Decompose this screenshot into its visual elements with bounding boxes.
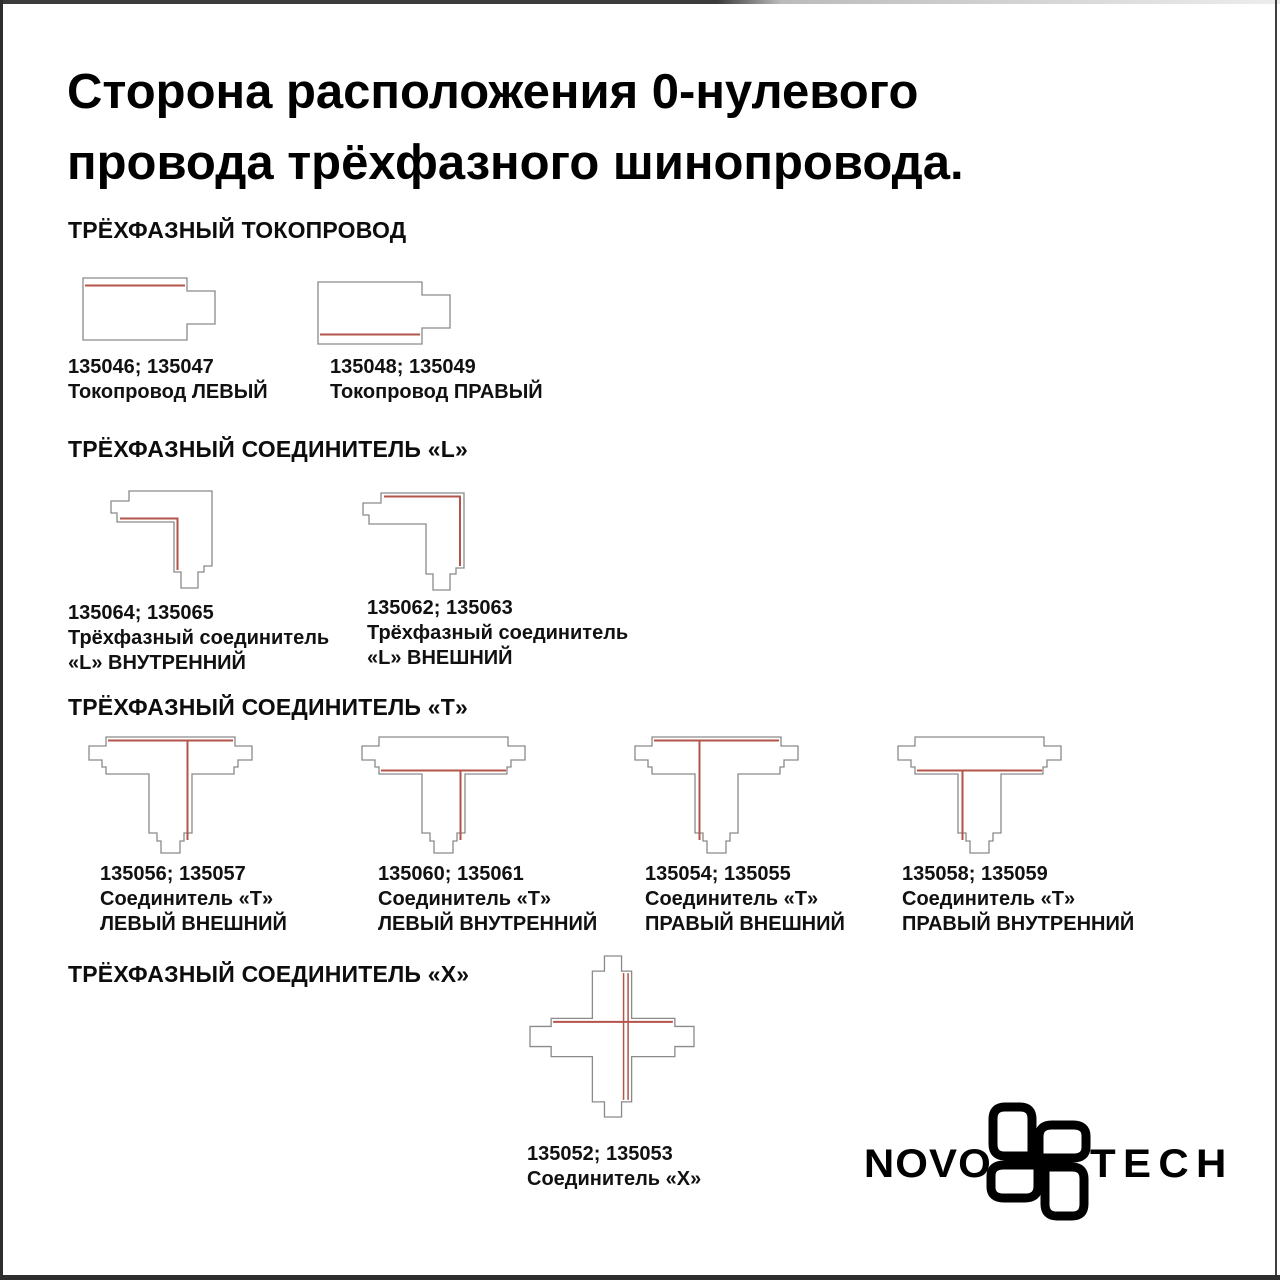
item-code: 135052; 135053 [527,1143,673,1165]
item-code: 135062; 135063 [367,597,513,619]
diagram-track-right [317,281,451,345]
item-name: ЛЕВЫЙ ВНУТРЕННИЙ [378,913,598,935]
item-name: Токопровод ПРАВЫЙ [330,381,543,403]
item-name: «L» ВНЕШНИЙ [367,647,513,669]
item-code: 135058; 135059 [902,863,1048,885]
item-code: 135056; 135057 [100,863,246,885]
diagram-l-external [362,486,466,594]
logo-text-novo: NOVO [863,1142,992,1186]
section-header-track: ТРЁХФАЗНЫЙ ТОКОПРОВОД [68,217,407,243]
diagram-x-connector [529,955,695,1118]
novotech-logo [863,1100,1234,1229]
section-header-l: ТРЁХФАЗНЫЙ СОЕДИНИТЕЛЬ «L» [68,436,468,462]
item-label [645,862,845,937]
logo-text-tech: TECH [1089,1142,1234,1186]
page-border-top [0,0,1280,4]
diagram-t-left-internal [361,736,527,854]
page-title-line2: провода трёхфазного шинопровода. [67,136,964,190]
item-label [330,355,543,405]
item-code: 135048; 135049 [330,356,476,378]
diagram-t-right-internal [897,736,1063,854]
page-border-bottom [0,1275,1280,1280]
item-name: ПРАВЫЙ ВНЕШНИЙ [645,913,845,935]
diagram-t-right-external [634,736,800,854]
item-name: Токопровод ЛЕВЫЙ [68,381,268,403]
item-name: Трёхфазный соединитель [367,622,629,644]
item-name: Соединитель «Т» [645,888,819,910]
item-label [902,862,1134,937]
item-code: 135046; 135047 [68,356,214,378]
item-code: 135064; 135065 [68,602,214,624]
page-title [67,57,964,199]
section-header-x: ТРЁХФАЗНЫЙ СОЕДИНИТЕЛЬ «Х» [68,961,470,987]
item-label [527,1142,701,1192]
page-border-right [1275,0,1277,1280]
item-code: 135054; 135055 [645,863,791,885]
item-name: ПРАВЫЙ ВНУТРЕННИЙ [902,913,1135,935]
item-label [378,862,597,937]
item-name: Трёхфазный соединитель [68,627,330,649]
diagram-t-left-external [88,736,254,854]
item-label [68,601,329,676]
item-name: «L» ВНУТРЕННИЙ [68,652,246,674]
novotech-flower-icon [985,1100,1097,1229]
item-name: ЛЕВЫЙ ВНЕШНИЙ [100,913,287,935]
page-title-line1: Сторона расположения 0-нулевого [67,65,919,119]
item-name: Соединитель «Х» [527,1168,702,1190]
item-label [100,862,287,937]
item-code: 135060; 135061 [378,863,524,885]
item-name: Соединитель «Т» [902,888,1076,910]
item-label [367,596,628,671]
diagram-track-left [82,277,216,341]
section-header-t: ТРЁХФАЗНЫЙ СОЕДИНИТЕЛЬ «Т» [68,694,468,720]
item-label [68,355,268,405]
item-name: Соединитель «Т» [378,888,552,910]
page-border-left [0,0,3,1280]
item-name: Соединитель «Т» [100,888,274,910]
diagram-l-internal [110,484,214,592]
